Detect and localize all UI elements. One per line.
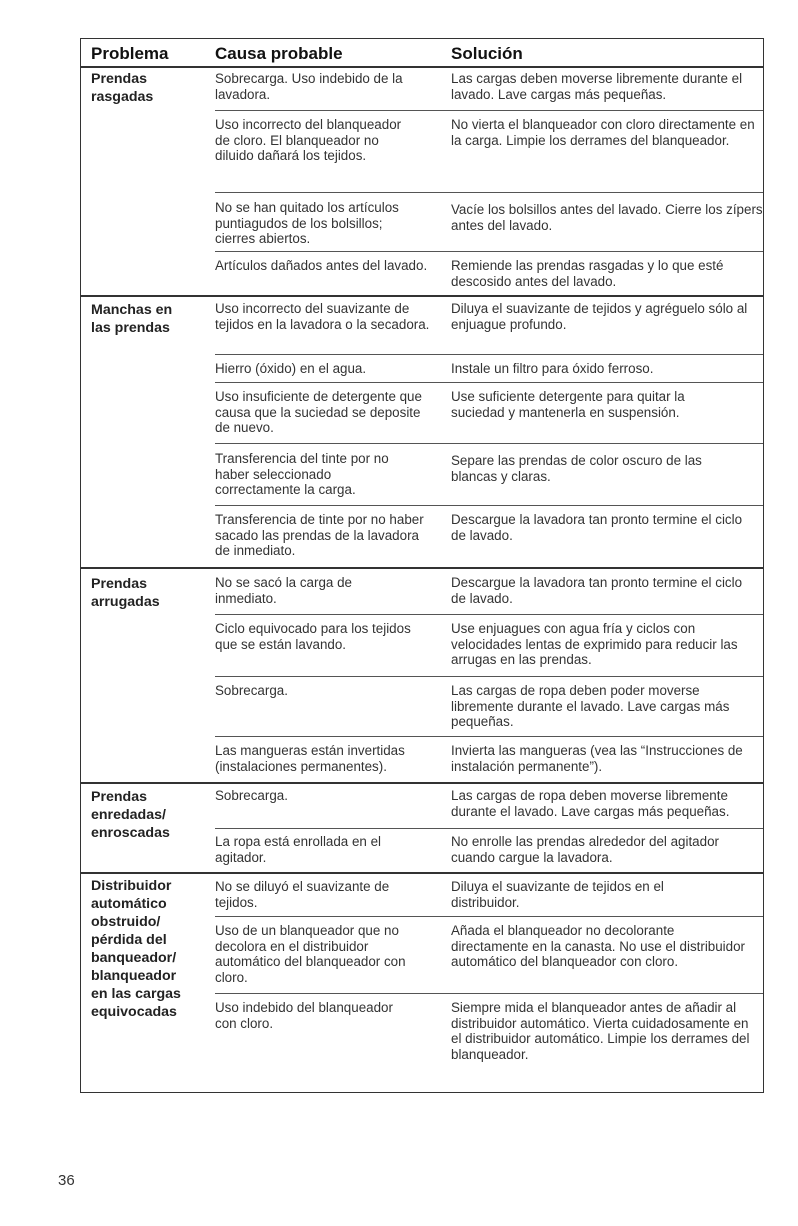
cause-cell: Transferencia del tinte por no haber seleccionado correctamente la carga. <box>215 451 389 498</box>
cause-cell: Sobrecarga. Uso indebido de la lavadora. <box>215 71 403 102</box>
cause-cell: Hierro (óxido) en el agua. <box>215 361 367 376</box>
header-divider <box>81 66 763 68</box>
problem-label: Prendas enredadas/ enroscadas <box>91 789 170 841</box>
solution-cell: Remiende las prendas rasgadas y lo que esté descosido antes del lavado. <box>451 258 724 289</box>
cause-cell: Ciclo equivocado para los tejidos que se están lavando. <box>215 621 411 652</box>
solution-cell: Separe las prendas de color oscuro de las blancas y claras. <box>451 453 702 484</box>
problem-label: Prendas rasgadas <box>91 71 154 105</box>
page-number: 36 <box>58 1172 75 1189</box>
cause-cell: Uso de un blanqueador que no decolora en el distribuidor automático del blanqueador con cloro. <box>215 923 406 985</box>
problem-label: Distribuidor automático obstruido/ pérdida del banqueador/ blanqueador en las cargas equivocadas <box>91 878 181 1020</box>
solution-cell: Use suficiente detergente para quitar la suciedad y mantenerla en suspensión. <box>451 389 685 420</box>
cause-cell: Sobrecarga. <box>215 788 288 803</box>
problem-stained-clothes <box>91 301 213 337</box>
row-divider <box>215 828 763 829</box>
cause-cell: No se sacó la carga de inmediato. <box>215 575 352 606</box>
solution-cell: Vacíe los bolsillos antes del lavado. Cierre los zípers antes del lavado. <box>451 202 763 233</box>
row-divider <box>215 110 763 111</box>
cause-cell: Artículos dañados antes del lavado. <box>215 258 428 273</box>
row-divider <box>215 916 763 917</box>
row-divider <box>215 614 763 615</box>
header-problem: Problema <box>91 44 169 63</box>
problem-torn-clothes <box>91 70 213 106</box>
cause-cell: Sobrecarga. <box>215 683 288 698</box>
cause-cell: Uso incorrecto del blanqueador de cloro. El blanqueador no diluido dañará los tejidos. <box>215 117 402 164</box>
row-divider <box>215 505 763 506</box>
cause-cell: La ropa está enrollada en el agitador. <box>215 834 382 865</box>
group-divider <box>81 567 763 569</box>
row-divider <box>215 676 763 677</box>
solution-cell: Las cargas deben moverse libremente durante el lavado. Lave cargas más pequeñas. <box>451 71 743 102</box>
cause-cell: Las mangueras están invertidas (instalaciones permanentes). <box>215 743 405 774</box>
row-divider <box>215 192 763 193</box>
problem-wrinkled-clothes <box>91 575 213 611</box>
solution-cell: Añada el blanqueador no decolorante directamente en la canasta. No use el distribuidor automático del blanqueador con cloro. <box>451 923 746 970</box>
solution-cell: Las cargas de ropa deben moverse libremente durante el lavado. Lave cargas más pequeñas. <box>451 788 730 819</box>
cause-cell: Uso incorrecto del suavizante de tejidos en la lavadora o la secadora. <box>215 301 430 332</box>
solution-cell: No enrolle las prendas alrededor del agitador cuando cargue la lavadora. <box>451 834 719 865</box>
row-divider <box>215 443 763 444</box>
solution-cell: Siempre mida el blanqueador antes de añadir al distribuidor automático. Vierta cuidadosamente en el distribuidor automático. Limpie los derrames del blanqueador. <box>451 1000 750 1062</box>
row-divider <box>215 382 763 383</box>
solution-cell: Instale un filtro para óxido ferroso. <box>451 361 654 376</box>
solution-cell: Invierta las mangueras (vea las “Instrucciones de instalación permanente”). <box>451 743 743 774</box>
header-solution: Solución <box>451 44 523 63</box>
cause-cell: No se han quitado los artículos puntiagudos de los bolsillos; cierres abiertos. <box>215 200 399 247</box>
cause-cell: Uso insuficiente de detergente que causa que la suciedad se deposite de nuevo. <box>215 389 422 436</box>
problem-label: Manchas en las prendas <box>91 302 173 336</box>
solution-cell: Diluya el suavizante de tejidos en el distribuidor. <box>451 879 664 910</box>
row-divider <box>215 251 763 252</box>
problem-dispenser <box>91 877 213 1021</box>
row-divider <box>215 993 763 994</box>
problem-label: Prendas arrugadas <box>91 576 160 610</box>
solution-cell: Use enjuagues con agua fría y ciclos con velocidades lentas de exprimido para reducir las arrugas en las prendas. <box>451 621 738 668</box>
solution-cell: Descargue la lavadora tan pronto termine el ciclo de lavado. <box>451 575 743 606</box>
group-divider <box>81 782 763 784</box>
cause-cell: Transferencia de tinte por no haber sacado las prendas de la lavadora de inmediato. <box>215 512 424 559</box>
problem-tangled-clothes <box>91 788 213 842</box>
cause-cell: No se diluyó el suavizante de tejidos. <box>215 879 390 910</box>
group-divider <box>81 295 763 297</box>
solution-cell: Descargue la lavadora tan pronto termine el ciclo de lavado. <box>451 512 743 543</box>
cause-cell: Uso indebido del blanqueador con cloro. <box>215 1000 393 1031</box>
group-divider <box>81 872 763 874</box>
troubleshooting-table <box>80 38 764 1093</box>
solution-cell: Diluya el suavizante de tejidos y agréguelo sólo al enjuague profundo. <box>451 301 748 332</box>
solution-cell: Las cargas de ropa deben poder moverse libremente durante el lavado. Lave cargas más pequeñas. <box>451 683 730 730</box>
row-divider <box>215 354 763 355</box>
header-cause: Causa probable <box>215 44 343 63</box>
solution-cell: No vierta el blanqueador con cloro directamente en la carga. Limpie los derrames del blanqueador. <box>451 117 755 148</box>
row-divider <box>215 736 763 737</box>
